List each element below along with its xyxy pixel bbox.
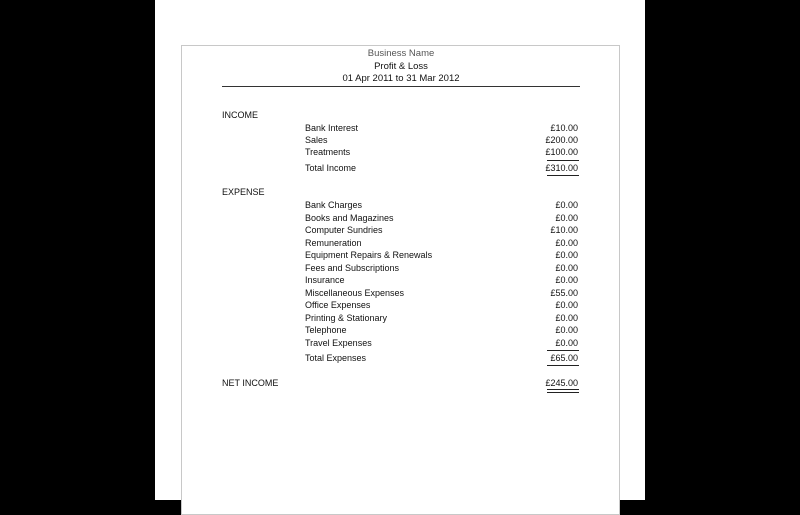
expense-row	[222, 237, 580, 249]
expense-heading: EXPENSE	[222, 187, 265, 197]
line-item-amount: £0.00	[555, 275, 578, 285]
net-income-double-rule	[547, 389, 579, 393]
line-item-label: Telephone	[305, 325, 347, 335]
expense-total-row	[222, 352, 580, 364]
expense-row	[222, 212, 580, 224]
report-period: 01 Apr 2011 to 31 Mar 2012	[342, 73, 460, 84]
header-divider	[222, 86, 580, 87]
line-item-amount: £0.00	[555, 312, 578, 323]
expense-row	[222, 249, 580, 261]
net-income-amount: £245.00	[545, 378, 578, 388]
line-item-label: Travel Expenses	[305, 337, 372, 348]
line-item-amount: £0.00	[555, 200, 578, 210]
total-income-amount: £310.00	[545, 163, 578, 173]
line-item-label: Fees and Subscriptions	[305, 262, 400, 273]
line-item-amount: £0.00	[555, 300, 578, 310]
income-row	[222, 134, 580, 146]
report-title: Profit & Loss	[374, 60, 428, 72]
income-heading: INCOME	[222, 110, 258, 120]
line-item-label: Bank Interest	[305, 123, 359, 133]
line-item-label: Sales	[305, 135, 328, 145]
line-item-label: Office Expenses	[305, 300, 371, 310]
line-item-label: Books and Magazines	[305, 212, 394, 223]
expense-row	[222, 337, 580, 349]
expense-heading-row	[222, 186, 580, 198]
business-name: Business Name	[367, 48, 435, 59]
line-item-amount: £0.00	[555, 250, 578, 260]
expense-row	[222, 262, 580, 274]
line-item-label: Remuneration	[305, 237, 362, 248]
line-item-amount: £55.00	[550, 287, 578, 298]
line-item-amount: £10.00	[550, 225, 578, 235]
subtotal-rule	[547, 350, 579, 351]
net-income-label: NET INCOME	[222, 378, 279, 388]
expense-row	[222, 199, 580, 211]
expense-row	[222, 312, 580, 324]
subtotal-rule	[547, 160, 579, 161]
line-item-amount: £0.00	[555, 237, 578, 248]
income-row	[222, 122, 580, 134]
line-item-label: Treatments	[305, 147, 351, 157]
net-income-row	[222, 377, 580, 389]
expense-row	[222, 224, 580, 236]
total-expenses-amount: £65.00	[550, 353, 578, 363]
total-income-label: Total Income	[305, 163, 357, 173]
line-item-amount: £0.00	[555, 325, 578, 335]
line-item-label: Computer Sundries	[305, 225, 383, 235]
line-item-label: Equipment Repairs & Renewals	[305, 250, 433, 260]
income-total-row	[222, 162, 580, 174]
line-item-amount: £100.00	[545, 147, 578, 157]
line-item-label: Miscellaneous Expenses	[305, 287, 405, 298]
line-item-amount: £0.00	[555, 337, 578, 348]
line-item-amount: £0.00	[555, 212, 578, 223]
line-item-amount: £10.00	[550, 123, 578, 133]
expense-row	[222, 324, 580, 336]
total-rule	[547, 175, 579, 176]
line-item-label: Insurance	[305, 275, 345, 285]
total-rule	[547, 365, 579, 366]
line-item-amount: £0.00	[555, 262, 578, 273]
expense-row	[222, 299, 580, 311]
line-item-amount: £200.00	[545, 135, 578, 145]
expense-row	[222, 274, 580, 286]
income-row	[222, 146, 580, 158]
line-item-label: Printing & Stationary	[305, 312, 388, 323]
total-expenses-label: Total Expenses	[305, 353, 367, 363]
report-header	[222, 48, 580, 86]
expense-row	[222, 287, 580, 299]
income-heading-row	[222, 109, 580, 121]
line-item-label: Bank Charges	[305, 200, 363, 210]
